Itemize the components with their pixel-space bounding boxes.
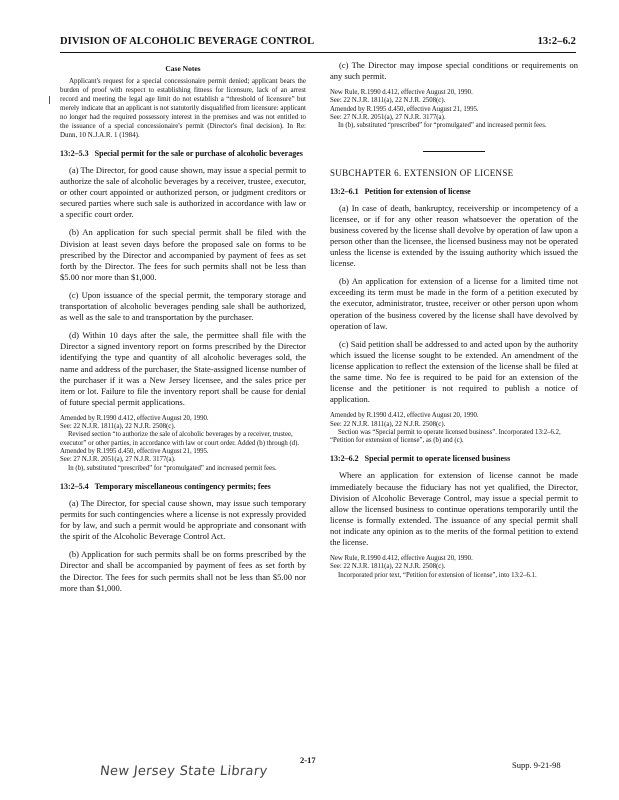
- right-column: [330, 60, 578, 584]
- paragraph: (b) An application for such special permit shall be filed with the Division at least seven days before the proposed sale on forms to be prescribed by the Director and accompanied by payment of fees as set forth by the Director. The fees for such permits shall not be less than $5.00 nor more than $1,000.: [60, 227, 306, 282]
- history-line: See: 22 N.J.R. 1811(a), 22 N.J.R. 2508(c).: [330, 563, 446, 571]
- history-line: Amended by R.1990 d.412, effective August 20, 1990.: [60, 414, 209, 422]
- history-line: Amended by R.1995 d.450, effective August 21, 1995.: [330, 105, 479, 113]
- history-line: See: 22 N.J.R. 1811(a), 22 N.J.R. 2508(c).: [330, 97, 446, 105]
- case-notes-title: Case Notes: [165, 64, 201, 73]
- section-divider: [423, 151, 485, 152]
- paragraph: (a) The Director, for special cause shown, may issue such temporary permits for such contingencies where a license is not expressly provided for by law, and such a permit would be appropriate and consonant with the spirit of the Alcoholic Beverage Control Act.: [60, 497, 306, 542]
- section-number: 13:2–6.1: [330, 186, 359, 196]
- history-line: Amended by R.1990 d.412, effective August 20, 1990.: [330, 412, 479, 420]
- history-line: See: 27 N.J.R. 2051(a), 27 N.J.R. 3177(a).: [330, 114, 446, 122]
- case-note: Applicant's request for a special concessionaire permit denied; applicant bears the burden of proof with respect to establishing fitness for licensure, lack of an arrest record and meeting the legal age limit do not establish a “threshold of licensure” but merely indicate that an applicant is not statutorily disqualified from licensure: applicant no longer had the required possessory interest in the premises and was not entitled to the issuance of a special concessionaire's permit (Director's final decision). In Re: Dunn, 10 N.J.A.R. 1 (1984).: [60, 77, 306, 139]
- paragraph: (a) In case of death, bankruptcy, receivership or incompetency of a licensee, or if for any other reason whatsoever the operation of the business covered by the license shall devolve by operation of law upon a person other than the licensee, the licensed business may not be operated unless the license is extended by the issuing authority which issued the license.: [330, 202, 578, 269]
- margin-change-bar: [49, 96, 50, 104]
- supplement-date: Supp. 9-21-98: [512, 760, 561, 770]
- history-line: In (b), substituted “prescribed” for “promulgated” and increased permit fees.: [338, 122, 547, 130]
- paragraph: (c) Said petition shall be addressed to and acted upon by the authority which issued the license sought to be extended. An amendment of the license application to reflect the extension of the license shall be filed at the same time. No fee is required to be paid for an extension of the license and the petitioner is not required to publish a notice of application.: [330, 338, 578, 405]
- history-line: Section was “Special permit to operate licensed business”. Incorporated 13:2–6.2, “Petition for extension of license”, as (b) and (c).: [330, 428, 561, 445]
- section-title: Petition for extension of license: [364, 186, 471, 196]
- section-number: 13:2–5.4: [60, 481, 89, 491]
- history-line: See: 27 N.J.R. 2051(a), 27 N.J.R. 3177(a).: [60, 456, 176, 464]
- section-heading-5-4: [60, 482, 306, 492]
- section-title: Special permit for the sale or purchase of alcoholic beverages: [94, 149, 303, 158]
- history-line: Incorporated prior text, “Petition for extension of license”, into 13:2–6.1.: [338, 571, 537, 579]
- page-number: 2-17: [300, 755, 316, 765]
- section-number: 13:2–5.3: [60, 149, 89, 158]
- paragraph: (c) The Director may impose special conditions or requirements on any such permit.: [330, 60, 578, 82]
- history-line: See: 22 N.J.R. 1811(a), 22 N.J.R. 2508(c).: [330, 420, 446, 428]
- history-note: [330, 555, 578, 580]
- paragraph: (c) Upon issuance of the special permit, the temporary storage and transportation of alcoholic beverages pending sale shall be authorized, as well as the sale to and transportation by the purchaser.: [60, 289, 306, 323]
- paragraph: (a) The Director, for good cause shown, may issue a special permit to authorize the sale of alcoholic beverages by a receiver, trustee, executor, or other court appointed or authorized person, or judgment creditors or secured parties where such sale is authorized in accordance with law or a specific court order.: [60, 165, 306, 220]
- section-heading-6-2: [330, 454, 578, 464]
- header-section-number: 13:2–6.2: [537, 36, 576, 47]
- subchapter-heading: SUBCHAPTER 6. EXTENSION OF LICENSE: [330, 167, 514, 178]
- library-watermark: New Jersey State Library: [99, 764, 269, 779]
- history-line: New Rule, R.1990 d.412, effective August 20, 1990.: [330, 89, 473, 97]
- history-line: Amended by R.1995 d.450, effective August 21, 1995.: [60, 448, 209, 456]
- paragraph: (b) An application for extension of a license for a limited time not exceeding its term must be made in the form of a petition executed by the executor, administrator, trustee, receiver or other person upon whom operation of the business covered by the license shall have devolved by operation of law.: [330, 276, 578, 331]
- left-column: [60, 60, 306, 601]
- history-line: Revised section “to authorize the sale of alcoholic beverages by a receiver, trustee, executor” or other parties, in accordance with law or court order. Added (b) through (d).: [60, 431, 300, 447]
- header-title: DIVISION OF ALCOHOLIC BEVERAGE CONTROL: [60, 36, 315, 47]
- section-title: Special permit to operate licensed business: [364, 454, 511, 464]
- paragraph: (d) Within 10 days after the sale, the permittee shall file with the Director a signed inventory report on forms prescribed by the Director identifying the type and quantity of all alcoholic beverages sold, the name and address of the purchaser, the State-assigned license number of the purchaser if it was a New Jersey licensee, and the sales price per item or lot. Failure to file the inventory report shall be cause for denial of future special permit applications.: [60, 330, 306, 407]
- history-line: See: 22 N.J.R. 1811(a), 22 N.J.R. 2508(c).: [60, 423, 176, 431]
- section-title: Temporary miscellaneous contingency permits; fees: [94, 481, 271, 491]
- history-line: New Rule, R.1990 d.412, effective August 20, 1990.: [330, 555, 473, 563]
- running-header: [60, 36, 576, 53]
- section-heading-5-3: [60, 149, 306, 159]
- section-heading-6-1: [330, 187, 578, 197]
- section-number: 13:2–6.2: [330, 454, 359, 464]
- history-note: [60, 415, 306, 473]
- paragraph: Where an application for extension of license cannot be made immediately because the fiduciary has not yet qualified, the Director, Division of Alcoholic Beverage Control, may issue a special permit to allow the licensed business to continue operations temporarily until the license is formally extended. The issuance of any special permit shall not indicate any opinion as to the merits of the formal petition to extend the license.: [330, 470, 578, 548]
- paragraph: (b) Application for such permits shall be on forms prescribed by the Director and shall be accompanied by payment of fees as set forth by the Director. The fees for such permits shall not be less than $5.00 nor more than $1,000.: [60, 549, 306, 593]
- history-line: In (b), substituted “prescribed” for “promulgated” and increased permit fees.: [68, 464, 277, 472]
- history-note: [330, 412, 578, 445]
- history-note: [330, 89, 578, 130]
